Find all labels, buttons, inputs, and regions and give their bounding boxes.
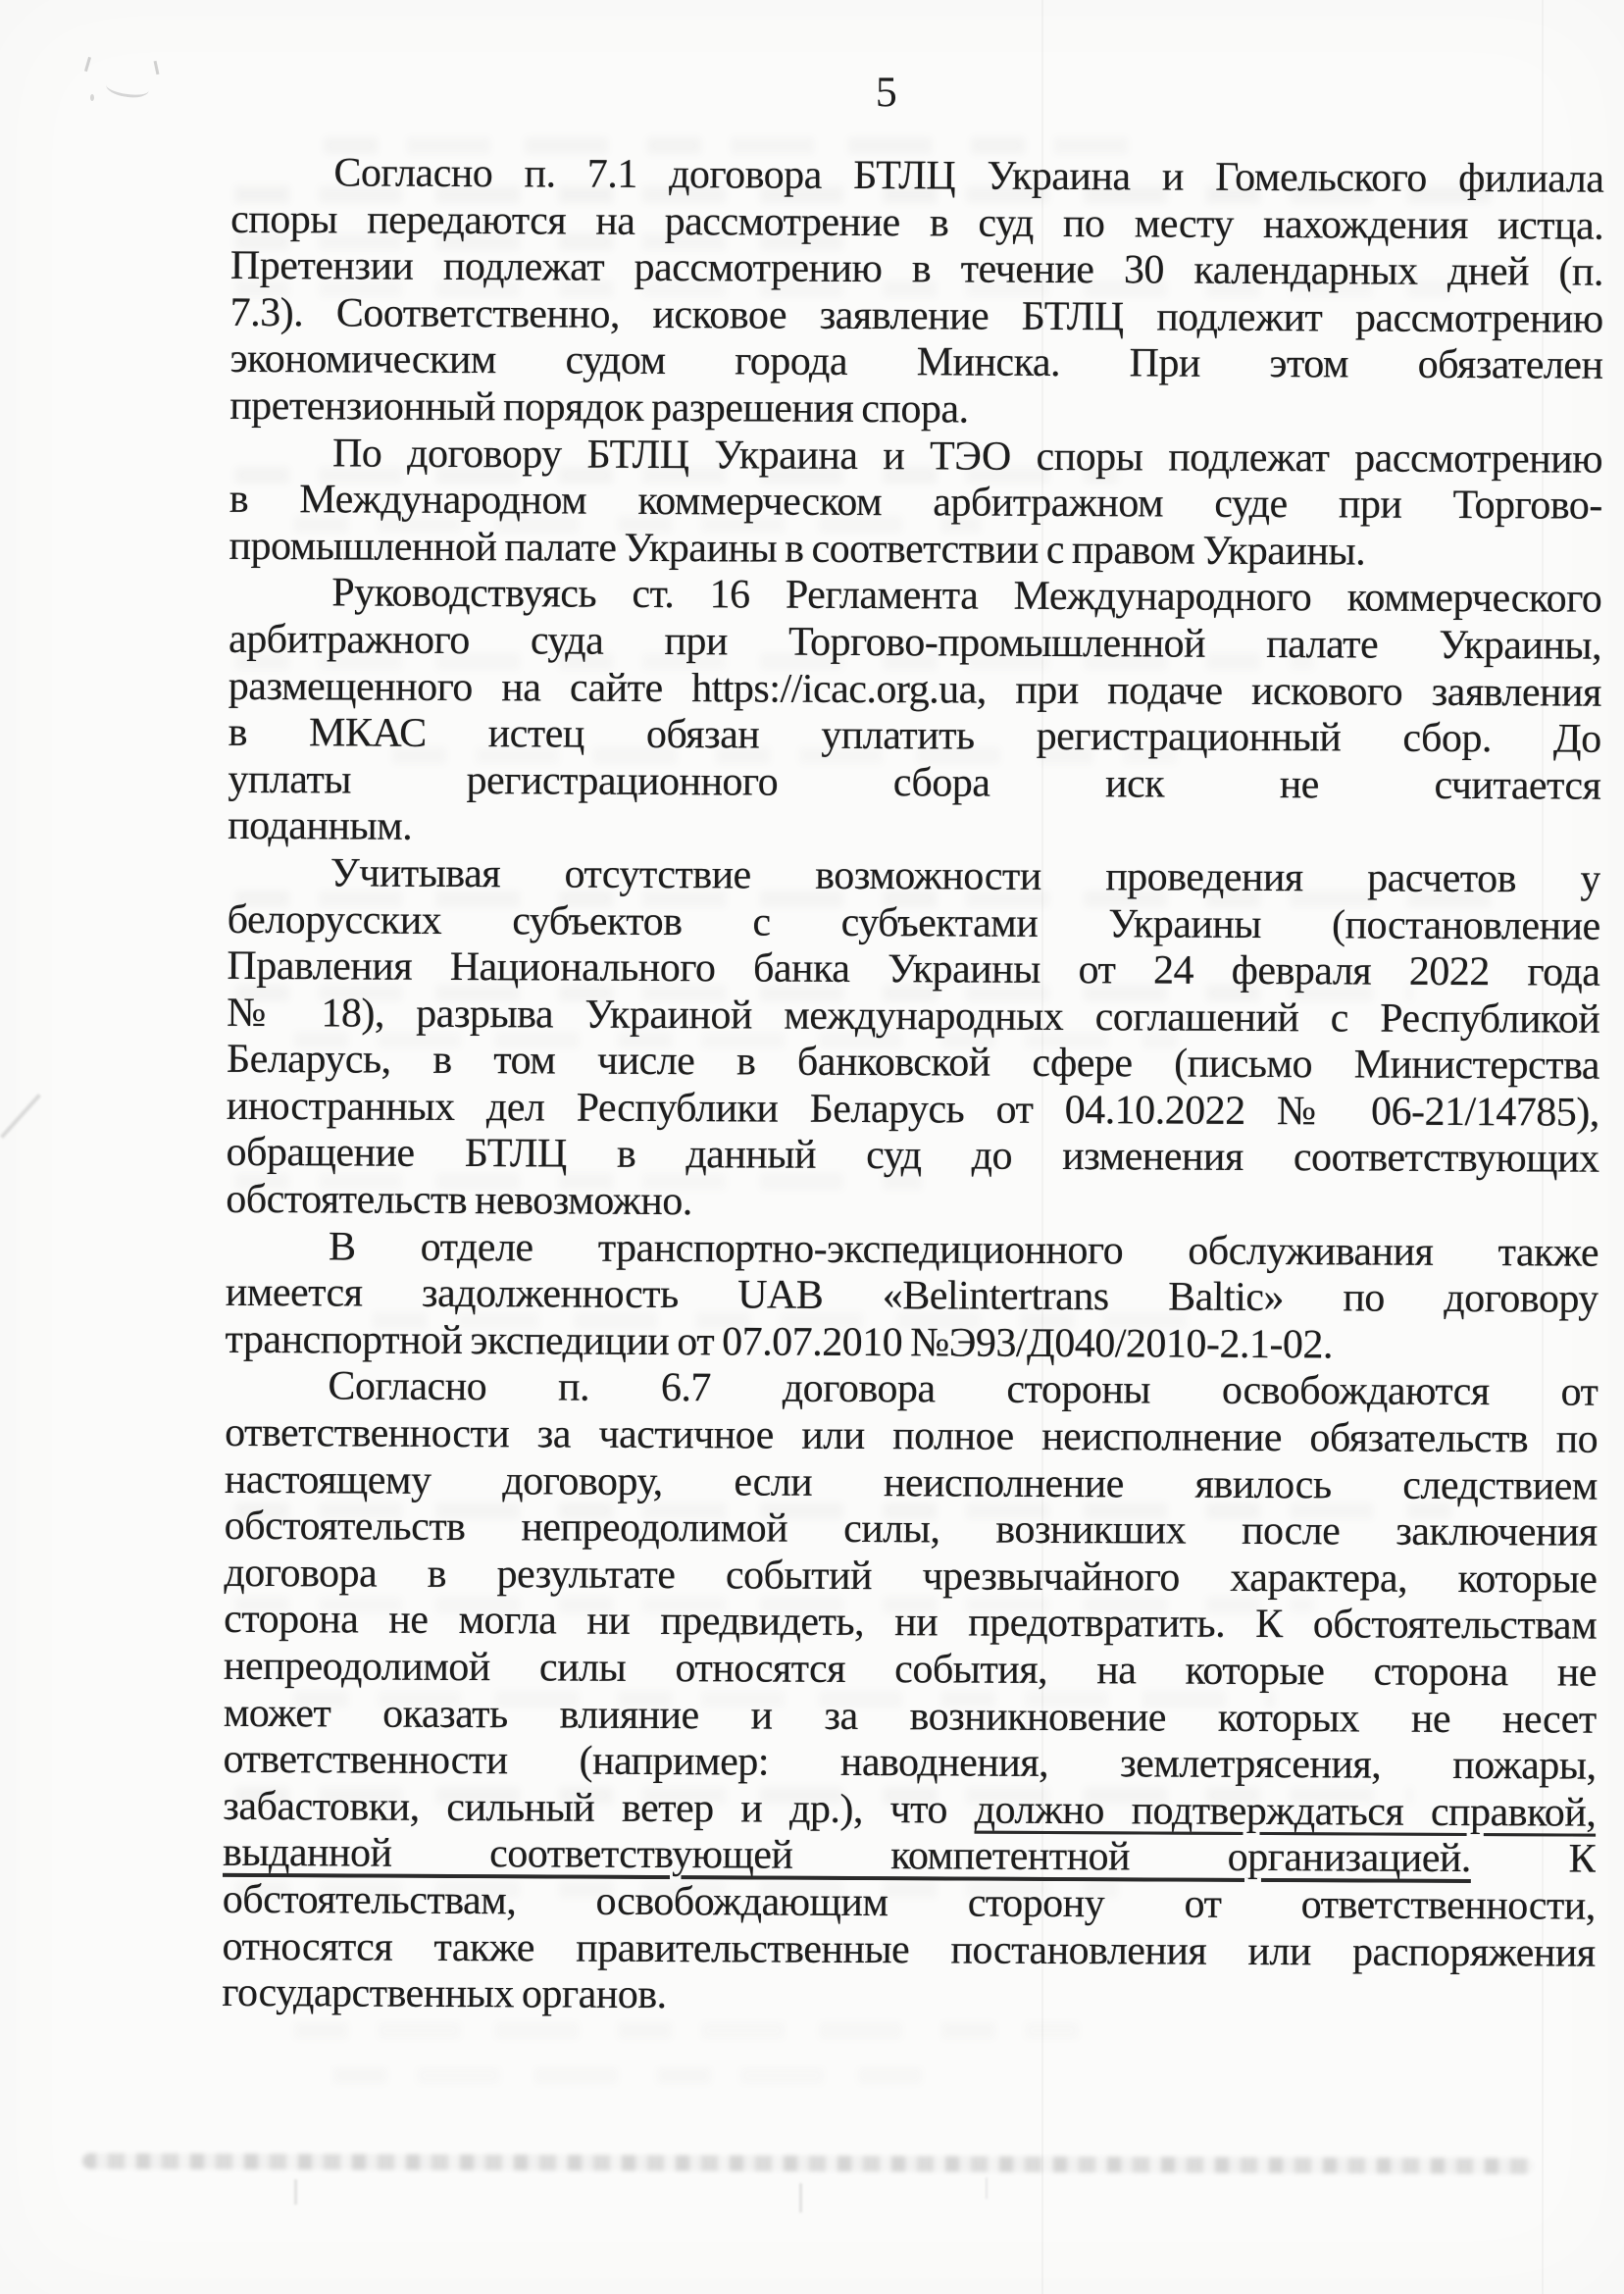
text-segment: обстоятельств невозможно. [226,1176,692,1225]
text-line [226,1177,1599,1230]
text-segment: Учитывая отсутствие возможности проведения расчетов у [330,850,1601,902]
smudge-tick-artifact [986,2177,988,2199]
text-line [225,1363,1598,1416]
text-segment: в МКАС истец обязан уплатить регистрационный сбор. До [228,709,1601,762]
text-line [223,1830,1596,1883]
text-line [229,383,1602,436]
text-segment: Согласно п. 6.7 договора стороны освобождаются от [328,1363,1599,1416]
text-segment: непреодолимой силы относятся события, на которые сторона не [223,1643,1598,1696]
text-segment: К [1470,1836,1597,1883]
text-line [223,1784,1596,1837]
text-line [226,1130,1599,1183]
text-line [228,896,1600,949]
text-segment: Беларусь, в том числе в банковской сфере (письмо Министерства [226,1037,1600,1089]
text-segment: экономическим судом города Минска. При этом обязателен [229,336,1603,389]
text-line [225,1456,1598,1509]
text-segment: транспортной экспедиции от 07.07.2010 №Э93/Д040/2010-2.1-02. [225,1316,1334,1368]
text-segment: В отделе транспортно-экспедиционного обслуживания также [328,1224,1599,1276]
text-line [225,1410,1598,1463]
text-segment: уплаты регистрационного сбора иск не считается [228,756,1601,809]
text-line [230,243,1603,296]
text-line [228,663,1601,716]
text-segment: относятся также правительственные постановления или распоряжения [222,1923,1596,1976]
text-line [223,1737,1596,1790]
text-segment: 7.3). Соответственно, исковое заявление БТЛЦ подлежит рассмотрению [229,289,1603,342]
text-segment: обстоятельств непреодолимой силы, возникших после заключения [224,1504,1598,1555]
text-segment: споры передаются на рассмотрение в суд по месту нахождения истца. [230,196,1604,249]
text-segment: № 18), разрыва Украиной международных соглашений с Республикой [227,990,1600,1043]
text-line [228,850,1600,903]
text-segment: Претензии подлежат рассмотрению в течение 30 календарных дней (п. [229,243,1604,295]
text-line [224,1597,1597,1650]
text-line [227,943,1599,996]
text-line [222,1970,1595,2023]
text-line [229,430,1602,483]
text-line [230,196,1603,249]
text-segment: в Международном коммерческом арбитражном суде при Торгово- [228,477,1602,529]
text-line [228,757,1600,810]
smudge-tick-artifact [294,2179,297,2205]
text-segment: Руководствуясь ст. 16 Регламента Международного коммерческого [331,570,1602,623]
text-block [222,150,1603,2024]
text-line [228,803,1600,856]
text-segment: государственных органов. [222,1969,667,2018]
text-line [228,570,1601,623]
smudge-tick-artifact [799,2183,802,2213]
text-segment: претензионный порядок разрешения спора. [229,382,969,433]
text-segment: По договору БТЛЦ Украина и ТЭО споры подлежат рассмотрению [331,430,1603,483]
text-segment: может оказать влияние и за возникновение которых не несет [223,1690,1597,1743]
text-line [229,477,1602,530]
text-segment: ответственности (например: наводнения, землетрясения, пожары, [223,1737,1597,1789]
text-line [228,524,1601,577]
text-line [230,290,1603,343]
underlined-text: должно подтверждаться справкой, [974,1787,1597,1836]
text-line [226,1317,1599,1370]
underlined-text: выданной соответствующей компетентной организацией. [222,1830,1471,1882]
text-segment: поданным. [228,803,413,850]
text-line [230,150,1603,203]
text-segment: настоящему договору, если неисполнение явилось следствием [224,1456,1599,1509]
text-segment: ответственности за частичное или полное неисполнение обязательств по [225,1409,1599,1462]
text-line [224,1551,1597,1604]
text-segment: забастовки, сильный ветер и др.), что [223,1783,975,1833]
text-line [226,1224,1599,1277]
text-line [223,1877,1596,1930]
text-line [228,710,1601,763]
text-line [222,1923,1595,1976]
text-line [225,1504,1598,1556]
text-line [229,336,1602,389]
page-number: 5 [875,68,897,117]
text-segment: размещенного на сайте https://icac.org.ua, при подаче искового заявления [228,663,1601,716]
text-segment: промышленной палате Украины в соответствии с правом Украины. [228,523,1366,575]
text-line [227,1084,1599,1137]
text-line [224,1690,1597,1743]
text-segment: обстоятельствам, освобождающим сторону от ответственности, [222,1876,1596,1929]
text-line [228,617,1601,670]
text-segment: иностранных дел Республики Беларусь от 04.10.2022 № 06-21/14785), [226,1083,1599,1136]
text-line [226,1270,1599,1323]
text-segment: Согласно п. 7.1 договора БТЛЦ Украина и Гомельского филиала [333,150,1604,202]
text-line [224,1644,1597,1697]
text-segment: обращение БТЛЦ в данный суд до изменения соответствующих [226,1130,1599,1183]
text-line [227,991,1599,1044]
text-segment: Правления Национального банка Украины от 24 февраля 2022 года [227,943,1600,995]
text-segment: договора в результате событий чрезвычайного характера, которые [224,1550,1598,1603]
text-segment: имеется задолженность UAB «Belintertrans Baltic» по договору [225,1270,1599,1322]
text-segment: арбитражного суда при Торгово-промышленной палате Украины, [228,616,1602,669]
text-line [227,1037,1599,1090]
text-segment: белорусских субъектов с субъектами Украины (постановление [227,896,1600,949]
text-segment: сторона не могла ни предвидеть, ни предотвратить. К обстоятельствам [224,1597,1598,1650]
